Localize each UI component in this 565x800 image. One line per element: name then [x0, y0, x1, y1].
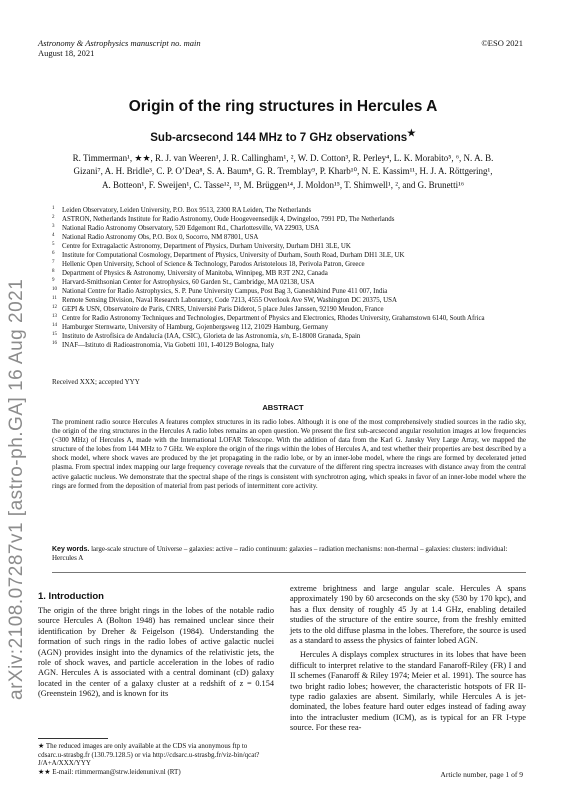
affiliation-text: Harvard-Smithsonian Center for Astrophysics, 60 Garden St., Cambridge, MA 02138, USA: [62, 279, 315, 286]
affiliation-list: [52, 206, 528, 350]
intro-paragraph: Hercules A displays complex structures in its lobes that have been difficult to interpret relative to the standard Fanaroff-Riley (FR) I and II schemes (Fanaroff & Riley 1974; Meier et al. 1991). The source has two bright radio lobes; however, the characteristic hotspots of FR II-type radio galaxies are absent. Similarly, while Hercules A is jet-dominated, the lobes feature hard outer edges instead of fading away into the intracluster medium (ICM), as is typical for an FR I-type source. For these rea-: [290, 650, 526, 733]
intro-left-column: The origin of the three bright rings in the lobes of the notable radio source Hercules A (Bolton 1948) has remained unclear since their identification by Dreher & Feigelson (1984). Understanding the formation of such rings in the radio lobes of active galactic nuclei (AGN) provides insight into the dynamics of the relativistic jets, the role of shock waves, and particle acceleration in the lobes of radio AGN. Hercules A is associated with a central dominant (cD) galaxy located in the center of a galaxy cluster at a redshift of z = 0.154 (Greenstein 1962), and is known for its: [38, 606, 274, 699]
affiliation-text: Hamburger Sternwarte, University of Hamburg, Gojenbergsweg 112, 21029 Hamburg, Germany: [62, 324, 329, 331]
received-line: Received XXX; accepted YYY: [52, 378, 140, 386]
footnote-email: ★★ E-mail: rtimmerman@strw.leidenuniv.nl (RT): [38, 767, 181, 776]
affiliation-text: Centre for Radio Astronomy Techniques and Technologies, Department of Physics and Electronics, Rhodes University, Grahamstown 6140, South Africa: [62, 315, 485, 322]
affiliation-text: National Centre for Radio Astrophysics, S. P. Pune University Campus, Post Bag 3, Ganeshkhind Pune 411 007, India: [62, 288, 388, 295]
affiliation-number: 2: [52, 215, 55, 220]
affiliation-text: Centre for Extragalactic Astronomy, Department of Physics, Durham University, Durham DH1 3LE, UK: [62, 243, 351, 250]
affiliation-item: [52, 251, 528, 260]
affiliation-item: [52, 332, 528, 341]
subtitle-footnote-mark: ★: [407, 128, 416, 139]
affiliation-number: 9: [52, 278, 55, 283]
affiliation-text: Remote Sensing Division, Naval Research Laboratory, Code 7213, 4555 Overlook Ave SW, Washington DC 20375, USA: [62, 297, 397, 304]
affiliation-item: [52, 341, 528, 350]
authors-line: R. Timmerman¹, ★★, R. J. van Weeren¹, J. R. Callingham¹, ², W. D. Cotton³, R. Perley⁴, L. K. Morabito⁵, ⁶, N. A. B.: [72, 153, 494, 163]
keywords: [52, 545, 526, 563]
affiliation-item: [52, 314, 528, 323]
affiliation-item: [52, 224, 528, 233]
affiliation-text: INAF—Istituto di Radioastronomia, Via Gobetti 101, I-40129 Bologna, Italy: [62, 342, 275, 349]
affiliation-item: [52, 287, 528, 296]
journal-header: [38, 38, 201, 58]
affiliation-text: National Radio Astronomy Obs, P.O. Box 0, Socorro, NM 87801, USA: [62, 234, 259, 241]
affiliation-number: 5: [52, 242, 55, 247]
journal-name: Astronomy & Astrophysics manuscript no. main: [38, 38, 201, 48]
arxiv-sidebar: [6, 140, 36, 700]
paper-subtitle: [38, 128, 528, 144]
authors-line: A. Botteon¹, F. Sweijen¹, C. Tasse¹², ¹³, M. Brüggen¹⁴, J. Moldon¹⁵, T. Shimwell¹, ², and G. Brunetti¹⁶: [102, 179, 464, 190]
keywords-text: large-scale structure of Universe – galaxies: active – radio continuum: galaxies – radiation mechanisms: non-thermal – galaxies: clusters: individual: Hercules A: [52, 545, 508, 562]
affiliation-item: [52, 323, 528, 332]
affiliation-number: 15: [52, 332, 57, 337]
affiliation-text: Department of Physics & Astronomy, University of Manitoba, Winnipeg, MB R3T 2N2, Canada: [62, 270, 328, 277]
author-list: [40, 152, 526, 192]
footnote-data-availability: ★ The reduced images are only available at the CDS via anonymous ftp to cdsarc.u-strasbg.fr (130.79.128.5) or via http://cdsarc.u-strasbg.fr/viz-bin/qcat?J/A+A/XXX/YYY: [38, 742, 260, 768]
copyright: ©ESO 2021: [481, 38, 523, 48]
paper-title: Origin of the ring structures in Hercules A: [128, 98, 438, 115]
affiliation-number: 13: [52, 314, 57, 319]
arxiv-identifier: arXiv:2108.07287v1 [astro-ph.GA] 16 Aug 2021: [6, 278, 27, 700]
intro-paragraph: extreme brightness and large angular scale. Hercules A spans approximately 190 by 60 arcseconds on the sky (530 by 170 kpc), and has a flux density of roughly 45 Jy at 1.4 GHz, enabling detailed studies of the structure of the entire source, from the freshly emitted jets to the old diffuse plasma in the lobes. Therefore, the source is used as a standard to assess the physics of fainter lobed AGN.: [290, 584, 526, 646]
page-number: Article number, page 1 of 9: [440, 770, 523, 779]
affiliation-number: 10: [52, 287, 57, 292]
footnotes: [38, 742, 274, 776]
affiliation-text: GEPI & USN, Observatoire de Paris, CNRS, Université Paris Diderot, 5 place Jules Janssen, 92190 Meudon, France: [62, 306, 384, 313]
abstract-text: The prominent radio source Hercules A features complex structures in its radio lobes. Although it is one of the most comprehensively studied sources in the radio sky, the origin of the ring structures in the Hercules A radio lobes remains an open question. We present the first sub-arcsecond angular resolution images at low frequencies (<300 MHz) of Hercules A, made with the International LOFAR Telescope. With the addition of data from the Karl G. Jansky Very Large Array, we mapped the structure of the lobes from 144 MHz to 7 GHz. We explore the origin of the rings within the lobes of Hercules A, and test whether their properties are best described by a shock model, where shock waves are produced by the jet propagating in the radio lobe, or by an inner-lobe model, where the rings are formed by decelerated jetted plasma. From spectral index mapping our large frequency coverage reveals that the curvature of the different ring spectra increases with distance away from the central active galactic nucleus. We demonstrate that the spectral shape of the rings is consistent with synchrotron aging, which speaks in favor of an inner-lobe model where the rings are formed from the deposition of material from past periods of intermittent core activity.: [52, 418, 527, 490]
affiliation-text: Instituto de Astrofísica de Andalucía (IAA, CSIC), Glorieta de las Astronomía, s/n, E-18008 Granada, Spain: [62, 333, 361, 340]
affiliation-item: [52, 233, 528, 242]
footnote-divider: [38, 738, 108, 739]
section-heading: 1. Introduction: [38, 591, 104, 602]
affiliation-text: Hellenic Open University, School of Science & Technology, Parodos Aristotelous 18, Perivola Patron, Greece: [62, 261, 365, 268]
manuscript-date: August 18, 2021: [38, 48, 95, 58]
affiliation-text: ASTRON, Netherlands Institute for Radio Astronomy, Oude Hoogeveensedijk 4, Dwingeloo, 7991 PD, The Netherlands: [62, 216, 395, 223]
authors-line: Gizani⁷, A. H. Bridle³, C. P. O’Dea⁸, S. A. Baum⁸, G. R. Tremblay⁹, P. Kharb¹⁰, N. E. Kassim¹¹, H. J. A. Röttgering¹,: [73, 166, 493, 177]
affiliation-item: [52, 206, 528, 215]
abstract-divider: [52, 572, 526, 573]
affiliation-number: 6: [52, 251, 55, 256]
affiliation-number: 14: [52, 323, 57, 328]
affiliation-number: 11: [52, 296, 57, 301]
affiliation-item: [52, 260, 528, 269]
affiliation-item: [52, 278, 528, 287]
affiliation-number: 4: [52, 233, 55, 238]
affiliation-number: 1: [52, 206, 55, 211]
affiliation-number: 16: [52, 341, 57, 346]
affiliation-number: 12: [52, 305, 57, 310]
affiliation-text: Institute for Computational Cosmology, Department of Physics, University of Durham, South Road, Durham DH1 3LE, UK: [62, 252, 405, 259]
affiliation-item: [52, 296, 528, 305]
affiliation-item: [52, 215, 528, 224]
keywords-label: Key words.: [52, 546, 90, 553]
affiliation-item: [52, 305, 528, 314]
affiliation-number: 3: [52, 224, 55, 229]
affiliation-number: 8: [52, 269, 55, 274]
subtitle-text: Sub-arcsecond 144 MHz to 7 GHz observations: [150, 131, 408, 144]
intro-right-column: [290, 584, 526, 738]
affiliation-item: [52, 269, 528, 278]
affiliation-item: [52, 242, 528, 251]
affiliation-text: National Radio Astronomy Observatory, 520 Edgemont Rd., Charlottesville, VA 22903, USA: [62, 225, 320, 232]
abstract-heading: ABSTRACT: [262, 403, 304, 412]
affiliation-text: Leiden Observatory, Leiden University, P.O. Box 9513, 2300 RA Leiden, The Netherlands: [62, 207, 312, 214]
affiliation-number: 7: [52, 260, 55, 265]
